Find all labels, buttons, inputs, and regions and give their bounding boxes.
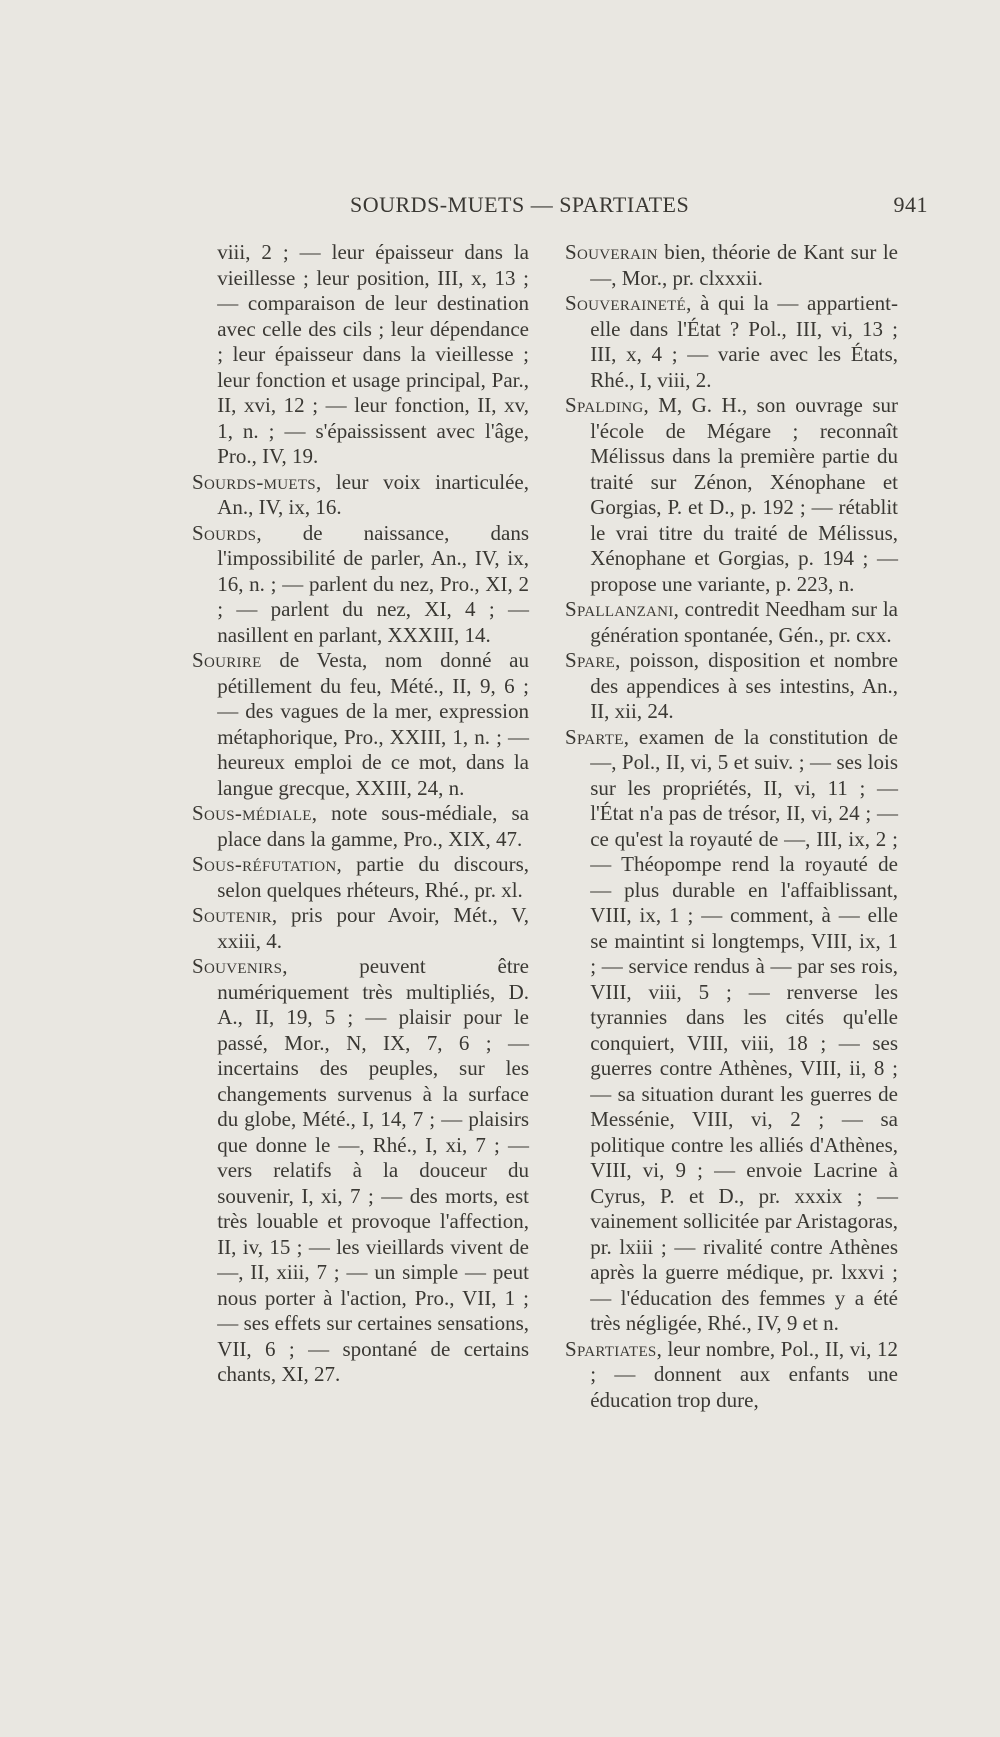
running-title: SOURDS-MUETS — SPARTIATES <box>350 192 690 217</box>
index-entry <box>192 801 529 852</box>
index-entry <box>192 903 529 954</box>
entry-headword: Sous-médiale <box>192 801 312 825</box>
entry-text: , M, G. H., son ouvrage sur l'école de Mégare ; reconnaît Mélissus dans la première partie du traité sur Zénon, Xénophane et Gorgias, P. et D., p. 192 ; — rétablit le vrai titre du traité de Mélissus, Xénophane et Gorgias, p. 194 ; — propose une variante, p. 223, n. <box>590 393 898 596</box>
entry-text: , poisson, disposition et nombre des appendices à ses intestins, An., II, xii, 24. <box>590 648 898 723</box>
entry-headword: Sourire <box>192 648 262 672</box>
entry-headword: Sourds <box>192 520 257 545</box>
index-entry <box>192 470 529 521</box>
page-number: 941 <box>893 192 928 217</box>
entry-text: , peuvent être numériquement très multipliés, D. A., II, 19, 5 ; — plaisir pour le passé, Mor., N, IX, 7, 6 ; — incertains des peuples, sur les changements survenus à la surface du globe, Mété., I, 14, 7 ; — plaisirs que donne le —, Rhé., I, xi, 7 ; — vers relatifs à la douceur du souvenir, I, xi, 7 ; — des morts, est très louable et provoque l'affection, II, iv, 15 ; — les vieillards vivent de —, II, xiii, 7 ; — un simple — peut nous porter à l'action, Pro., VII, 1 ; — ses effets sur certaines sensations, VII, 6 ; — spontané de certains chants, XI, 27. <box>217 954 529 1386</box>
entry-text: , à qui la — appartient-elle dans l'État ? Pol., III, vi, 13 ; III, x, 4 ; — varie avec les États, Rhé., I, viii, 2. <box>590 291 898 392</box>
running-header <box>350 192 928 224</box>
index-entry <box>192 240 529 470</box>
index-entry <box>192 648 529 801</box>
entry-headword: Souvenirs <box>192 954 283 978</box>
index-entry <box>565 1337 898 1414</box>
entry-headword: Sous-réfutation <box>192 852 337 876</box>
entry-text: , contredit Needham sur la génération spontanée, Gén., pr. cxx. <box>590 597 898 647</box>
index-entry <box>565 648 898 725</box>
entry-headword: Souveraineté <box>565 291 687 315</box>
index-entry <box>565 725 898 1337</box>
entry-headword: Souverain <box>565 240 658 264</box>
entry-text: bien, théorie de Kant sur le —, Mor., pr. clxxxii. <box>590 240 898 290</box>
index-entry <box>192 954 529 1388</box>
entry-headword: Spallanzani <box>565 597 674 621</box>
index-entry <box>192 521 529 649</box>
entry-text: , examen de la constitution de —, Pol., II, vi, 5 et suiv. ; — ses lois sur les propriétés, II, vi, 11 ; — l'État n'a pas de trésor, II, vi, 24 ; — ce qu'est la royauté de —, III, ix, 2 ; — Théopompe rend la royauté de — plus durable en l'affaiblissant, VIII, ix, 1 ; — comment, à — elle se maintint si longtemps, VIII, ix, 1 ; — service rendus à — par ses rois, VIII, viii, 5 ; — renverse les tyrannies dans les cités qu'elle conquiert, VIII, viii, 18 ; — ses guerres contre Athènes, VIII, ii, 8 ; — sa situation durant les guerres de Messénie, VIII, vi, 2 ; — sa politique contre les alliés d'Athènes, VIII, vi, 9 ; — envoie Lacrine à Cyrus, P. et D., pr. xxxix ; — vainement sollicitée par Aristagoras, pr. lxiii ; — rivalité contre Athènes après la guerre médique, pr. lxxvi ; — l'éducation des femmes y a été très négligée, Rhé., IV, 9 et n. <box>590 724 898 1335</box>
entry-text: , leur nombre, Pol., II, vi, 12 ; — donnent aux enfants une éducation trop dure, <box>590 1336 898 1412</box>
entry-headword: Spalding <box>565 393 644 417</box>
entry-text: , pris pour Avoir, Mét., V, xxiii, 4. <box>217 903 529 953</box>
entry-text: , leur voix inarticulée, An., IV, ix, 16. <box>217 469 529 519</box>
entry-headword: Soutenir <box>192 903 272 927</box>
entry-text: , note sous-médiale, sa place dans la gamme, Pro., XIX, 47. <box>217 801 529 851</box>
entry-text: , de naissance, dans l'impossibilité de parler, An., IV, ix, 16, n. ; — parlent du nez, Pro., XI, 2 ; — parlent du nez, XI, 4 ; — nasillent en parlant, XXXIII, 14. <box>217 520 529 647</box>
entry-headword: Sparte <box>565 724 624 749</box>
index-entry <box>192 852 529 903</box>
index-entry <box>565 240 898 291</box>
right-column <box>565 240 898 1413</box>
index-entry <box>565 291 898 393</box>
entry-text: viii, 2 ; — leur épaisseur dans la vieillesse ; leur position, III, x, 13 ; — comparaison de leur destination avec celle des cils ; leur dépendance ; leur épaisseur dans la vieillesse ; leur fonction et usage principal, Par., II, xvi, 12 ; — leur fonction, II, xv, 1, n. ; — s'épaississent avec l'âge, Pro., IV, 19. <box>217 240 529 468</box>
entry-text: , partie du discours, selon quelques rhéteurs, Rhé., pr. xl. <box>217 852 529 902</box>
index-entry <box>565 393 898 597</box>
entry-text: de Vesta, nom donné au pétillement du feu, Mété., II, 9, 6 ; — des vagues de la mer, expression métaphorique, Pro., XXIII, 1, n. ; — heureux emploi de ce mot, dans la langue grecque, XXIII, 24, n. <box>217 648 529 800</box>
entry-headword: Spare <box>565 648 616 672</box>
entry-headword: Sourds-muets <box>192 469 316 494</box>
left-column <box>192 240 529 1388</box>
index-entry <box>565 597 898 648</box>
entry-headword: Spartiates <box>565 1336 657 1361</box>
